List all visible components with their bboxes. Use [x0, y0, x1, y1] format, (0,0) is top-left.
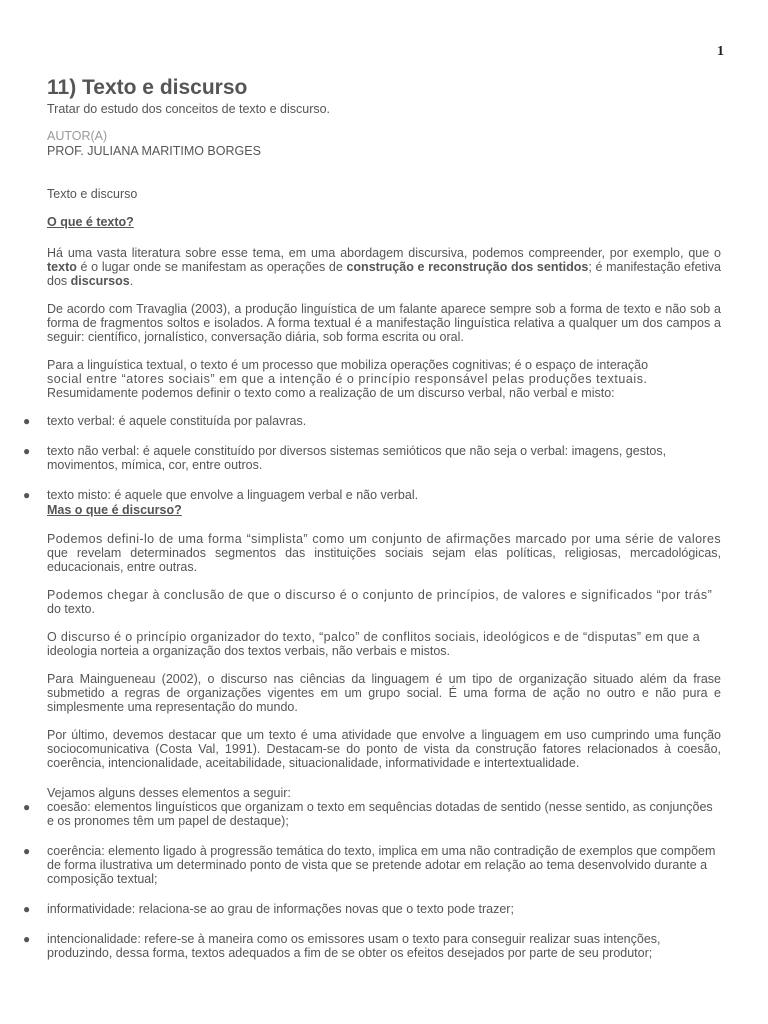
list-item: [23, 488, 721, 502]
bullet-icon: ●: [23, 414, 31, 428]
p1-bold-discursos: discursos: [70, 274, 130, 288]
document-body: [23, 75, 721, 960]
p4-line1: Podemos defini-lo de uma forma “simplista” como um conjunto de afirmações marcado por uma série de valores: [47, 532, 721, 546]
list-item: [23, 902, 721, 916]
p5-line1: Podemos chegar à conclusão de que o discurso é o conjunto de princípios, de valores e significados “por trás”: [47, 588, 713, 602]
paragraph-vejamos: Vejamos alguns desses elementos a seguir:: [47, 786, 291, 800]
p3-line3: Resumidamente podemos definir o texto como a realização de um discurso verbal, não verbal e misto:: [47, 386, 615, 400]
p1-part-g: .: [129, 274, 134, 288]
document-subtitle: Tratar do estudo dos conceitos de texto e discurso.: [47, 102, 331, 116]
p1-part-e: ; é manifestação efetiva dos: [47, 260, 721, 288]
paragraph-travaglia: De acordo com Travaglia (2003), a produção linguística de um falante aparece sempre sob a forma de texto e não sob a forma de fragmentos soltos e isolados. A forma textual é a manifestação linguística relativa a qualquer um dos campos a seguir: científico, jornalístico, conversação diária, sob forma escrita ou oral.: [47, 302, 721, 344]
heading-what-is-discourse: Mas o que é discurso?: [47, 503, 182, 517]
list-item: [23, 444, 721, 472]
p1-part-a: Há uma vasta literatura sobre esse tema, em uma abordagem discursiva, podemos compreender, por exemplo, que o: [47, 246, 721, 260]
list-item: [23, 932, 721, 960]
p1-part-c: é o lugar onde se manifestam as operações de: [76, 260, 347, 274]
paragraph-discurso-organizador: [47, 630, 721, 658]
p5-line2: do texto.: [47, 602, 95, 616]
author-label: AUTOR(A): [47, 129, 108, 143]
list-item-text: coerência: elemento ligado à progressão temática do texto, implica em uma não contradição de exemplos que compõem de forma ilustrativa um determinado ponto de vista que se pretende adotar em relação ao tema desenvolvido durante a composição textual;: [47, 844, 716, 886]
p4-rest: que revelam determinados segmentos das instituições sociais sejam elas políticas, religiosas, mercadológicas, educacionais, entre outras.: [47, 546, 721, 574]
p3-line1: Para a linguística textual, o texto é um processo que mobiliza operações cognitivas; é o espaço de interação: [47, 358, 649, 372]
bullet-icon: ●: [23, 444, 31, 458]
p6-line2: ideologia norteia a organização dos textos verbais, não verbais e mistos.: [47, 644, 451, 658]
paragraph-linguistica-textual: [47, 358, 721, 400]
text-factors-list: [23, 800, 721, 960]
p6-line1: O discurso é o princípio organizador do texto, “palco” de conflitos sociais, ideológicos e de “disputas” em que a: [47, 630, 701, 644]
paragraph-por-ultimo: Por último, devemos destacar que um texto é uma atividade que envolve a linguagem em uso cumprindo uma função sociocomunicativa (Costa Val, 1991). Destacam-se do ponto de vista da construção fatores relacionados à coesão, coerência, intencionalidade, aceitabilidade, situacionalidade, informatividade e intertextualidade.: [47, 728, 721, 770]
page-number: 1: [717, 44, 724, 59]
paragraph-maingueneau: Para Maingueneau (2002), o discurso nas ciências da linguagem é um tipo de organização situado além da frase submetido a regras de organizações vigentes em um grupo social. É uma forma de ação no outro e não pura e simplesmente uma representação do mundo.: [47, 672, 721, 714]
bullet-icon: ●: [23, 800, 31, 814]
p3-line2: social entre “atores sociais” em que a intenção é o princípio responsável pelas produções textuais.: [47, 372, 648, 386]
list-item-text: intencionalidade: refere-se à maneira como os emissores usam o texto para conseguir realizar suas intenções, produzindo, dessa forma, textos adequados a fim de se obter os efeitos desejados por parte de seu produtor;: [47, 932, 661, 960]
bullet-icon: ●: [23, 932, 31, 946]
paragraph-discurso-conclusao: [47, 588, 721, 616]
bullet-icon: ●: [23, 844, 31, 858]
p1-bold-texto: texto: [47, 260, 77, 274]
document-title: 11) Texto e discurso: [47, 76, 248, 99]
list-item-text: coesão: elementos linguísticos que organizam o texto em sequências dotadas de sentido (nesse sentido, as conjunções e os pronomes têm um papel de destaque);: [47, 800, 713, 828]
author-name: PROF. JULIANA MARITIMO BORGES: [47, 144, 261, 158]
bullet-icon: ●: [23, 488, 31, 502]
text-types-list: [23, 414, 721, 502]
paragraph-texto-intro: [47, 246, 721, 288]
list-item-text: texto verbal: é aquele constituída por palavras.: [47, 414, 307, 428]
list-item: [23, 414, 721, 428]
list-item-text: texto misto: é aquele que envolve a linguagem verbal e não verbal.: [47, 488, 419, 502]
list-item-text: texto não verbal: é aquele constituído por diversos sistemas semióticos que não seja o verbal: imagens, gestos, movimentos, mímica, cor, entre outros.: [47, 444, 667, 472]
paragraph-discurso-definicao: [47, 532, 721, 574]
list-item: [23, 800, 721, 828]
list-item-text: informatividade: relaciona-se ao grau de informações novas que o texto pode trazer;: [47, 902, 514, 916]
bullet-icon: ●: [23, 902, 31, 916]
p1-bold-construcao: construção e reconstrução dos sentidos: [346, 260, 589, 274]
list-item: [23, 844, 721, 886]
heading-what-is-text: O que é texto?: [47, 215, 134, 229]
section-label: Texto e discurso: [47, 187, 138, 201]
